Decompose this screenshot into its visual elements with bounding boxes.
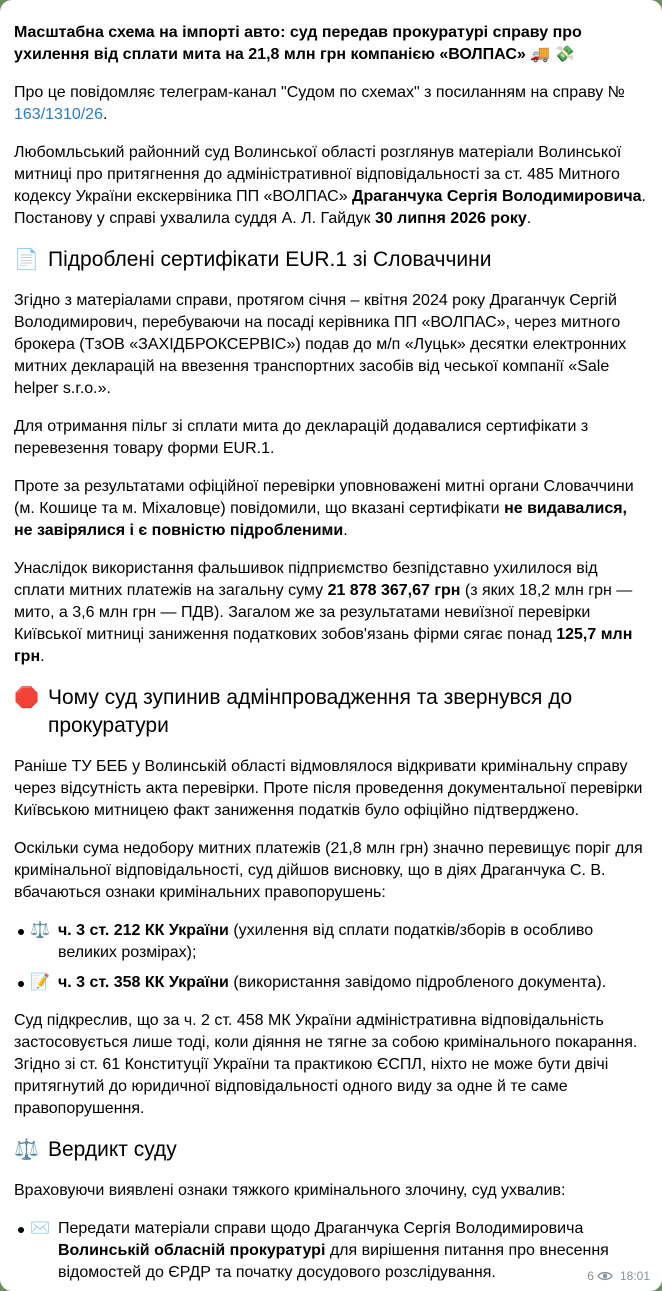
prosecutor-office: Волинській обласній прокуратурі: [58, 1242, 326, 1259]
section-3-paragraph-1: Враховуючи виявлені ознаки тяжкого кримінального злочину, суд ухвалив:: [14, 1182, 566, 1199]
section-2-paragraph-1: Раніше ТУ БЕБ у Волинській області відмовлялося відкривати кримінальну справу через відсутність акта перевірки. Проте після проведення документальної перевірки Київською митницею факт заниження податків було офіційно підтверджено.: [14, 758, 643, 819]
intro-end: .: [102, 106, 108, 123]
scales-icon: ⚖️: [14, 1139, 39, 1161]
envelope-icon: ✉️: [30, 1220, 50, 1237]
court-text-2: . Постанову у справі ухвалила суддя А. Л. Гайдук: [14, 188, 646, 227]
intro-paragraph: [14, 82, 646, 126]
message-time: 18:01: [619, 1269, 650, 1283]
section-1-paragraph-1: Згідно з матеріалами справи, протягом січня – квітня 2024 року Драганчук Сергій Володимирович, перебуваючи на посаді керівника ПП «ВОЛПАС», через митного брокера (ТзОВ «ЗАХІДБРОКСЕРВІС») подав до м/п «Луцьк» десятки електронних митних декларацій на ввезення транспортних засобів від чеської компанії «Sale helper s.r.o.».: [14, 292, 627, 397]
case-link[interactable]: 163/1310/26: [14, 106, 103, 123]
verdict-text-1: Передати матеріали справи щодо Драганчука Сергія Володимировича: [58, 1220, 584, 1237]
article-212-text: (ухилення від сплати податків/зборів в особливо великих розмірах);: [58, 922, 594, 961]
section-2-heading: Чому суд зупинив адмінпровадження та звернувся до прокуратури: [48, 686, 573, 737]
section-2-paragraph-3: Суд підкреслив, що за ч. 2 ст. 458 МК України адміністративна відповідальність застосовується лише тоді, коли діяння не тягне за собою кримінального покарання. Згідно зі ст. 61 Конституції України та практикою ЄСПЛ, ніхто не може бути двічі притягнутий до юридичної відповідальності одного виду за одне й те саме правопорушення.: [14, 1012, 638, 1117]
section-1-paragraph-4: [14, 558, 646, 668]
eye-icon: [597, 1271, 613, 1281]
decision-date: 30 липня 2026 року: [374, 210, 527, 227]
intro-text: Про це повідомляє телеграм-канал "Судом по схемах" з посиланням на справу №: [14, 84, 625, 101]
bullet-dot: [18, 981, 24, 987]
article-358: ч. 3 ст. 358 КК України: [58, 974, 229, 991]
s1p3-bold: не видавалися, не завірялися і є повністю підробленими: [14, 500, 627, 539]
section-1-paragraph-3: [14, 476, 646, 542]
stop-sign-icon: 🛑: [14, 687, 39, 709]
verdict-text-2: для вирішення питання про внесення відомостей до ЄРДР та початку досудового розслідування.: [58, 1242, 609, 1281]
bullet-dot: [18, 1227, 24, 1233]
defendant-name: Драганчука Сергія Володимировича: [352, 188, 642, 205]
s1p4-text-2: (з яких 18,2 млн грн — мито, а 3,6 млн грн — ПДВ). Загалом же за результатами невиїзної перевірки Київської митниці заниження податкових зобов'язань фірми сягає понад: [14, 582, 633, 643]
article-358-text: (використання завідомо підробленого документа).: [228, 974, 607, 991]
s1p4-text-3: .: [40, 648, 45, 665]
section-heading-prosecution: [14, 684, 646, 740]
section-heading-verdict: [14, 1136, 646, 1164]
list-item: [14, 1218, 646, 1284]
court-paragraph: [14, 142, 646, 230]
bullet-dot: [18, 929, 24, 935]
memo-icon: 📝: [30, 974, 50, 991]
s1p4-text-1: Унаслідок використання фальшивок підприємство безпідставно ухилилося від сплати митних платежів на загальну суму: [14, 560, 598, 599]
section-heading-certificates: [14, 246, 646, 274]
s1p4-amount: 21 878 367,67 грн: [327, 582, 461, 599]
section-1-heading: Підроблені сертифікати EUR.1 зі Словаччини: [48, 248, 492, 271]
s1p3-text-1: Проте за результатами офіційної перевірки уповноважені митні органи Словаччини (м. Кошице та м. Міхаловце) повідомили, що вказані сертифікати: [14, 478, 634, 517]
document-icon: 📄: [14, 249, 39, 271]
section-2-paragraph-2: Оскільки сума недобору митних платежів (21,8 млн грн) значно перевищує поріг для кримінальної відповідальності, суд дійшов висновку, що в діях Драганчука С. В. вбачаються ознаки кримінальних правопорушень:: [14, 840, 643, 901]
court-text-3: .: [526, 210, 532, 227]
s1p4-total: 125,7 млн грн: [14, 626, 633, 665]
s1p3-text-2: .: [343, 522, 348, 539]
list-item: [14, 972, 646, 994]
court-text-1: Любомльський районний суд Волинської області розглянув матеріали Волинської митниці про притягнення до адміністративної відповідальності за ст. 485 Митного кодексу України екскервіника ПП «ВОЛПАС»: [14, 144, 622, 205]
view-count: 6: [587, 1269, 594, 1283]
section-3-heading: Вердикт суду: [48, 1138, 177, 1161]
scales-icon: ⚖️: [30, 922, 50, 939]
article-212: ч. 3 ст. 212 КК України: [58, 922, 229, 939]
verdict-list: [14, 1218, 646, 1284]
list-item: [14, 920, 646, 964]
message-meta: [587, 1269, 650, 1283]
section-1-paragraph-2: Для отримання пільг зі сплати мита до декларацій додавалися сертифікати з перевезення товару форми EUR.1.: [14, 418, 589, 457]
message-title: Масштабна схема на імпорті авто: суд передав прокуратурі справу про ухилення від сплати мита на 21,8 млн грн компанією «ВОЛПАС» 🚚 💸: [14, 24, 582, 63]
criminal-articles-list: [14, 920, 646, 994]
